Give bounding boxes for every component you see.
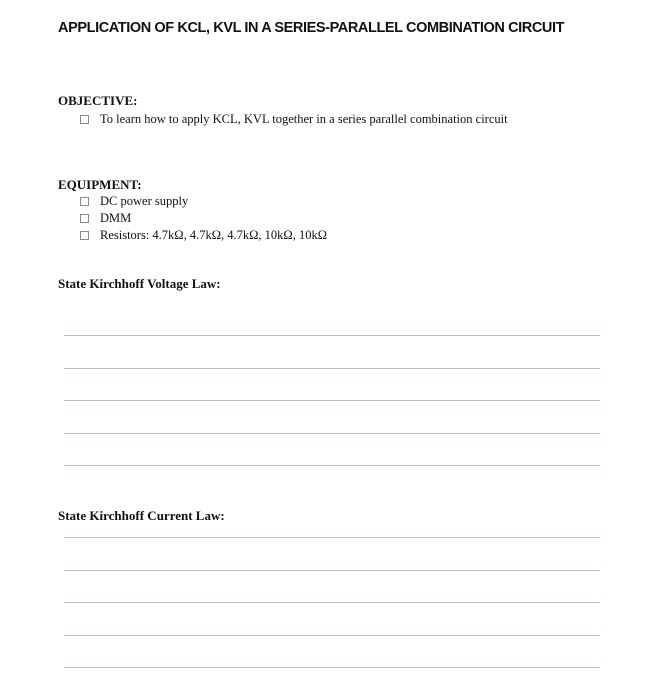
- objective-item: [80, 111, 508, 128]
- equipment-item-text: Resistors: 4.7kΩ, 4.7kΩ, 4.7kΩ, 10kΩ, 10kΩ: [100, 228, 328, 242]
- answer-line[interactable]: [64, 667, 600, 668]
- checkbox-bullet-icon: [80, 214, 89, 223]
- equipment-item: [80, 193, 327, 210]
- kcl-heading: State Kirchhoff Current Law:: [58, 508, 225, 523]
- answer-line[interactable]: [64, 433, 600, 434]
- answer-line[interactable]: [64, 465, 600, 466]
- equipment-item-text: DMM: [100, 211, 132, 225]
- objective-list: [80, 111, 508, 128]
- equipment-item: [80, 210, 327, 227]
- checkbox-bullet-icon: [80, 115, 89, 124]
- answer-line[interactable]: [64, 400, 600, 401]
- document-title: APPLICATION OF KCL, KVL IN A SERIES-PARALLEL COMBINATION CIRCUIT: [58, 20, 565, 36]
- kvl-heading: State Kirchhoff Voltage Law:: [58, 276, 221, 291]
- kvl-answer-lines[interactable]: [64, 335, 600, 498]
- answer-line[interactable]: [64, 570, 600, 571]
- answer-line[interactable]: [64, 602, 600, 603]
- checkbox-bullet-icon: [80, 197, 89, 206]
- objective-heading: OBJECTIVE:: [58, 93, 138, 108]
- equipment-item-text: DC power supply: [100, 194, 189, 208]
- checkbox-bullet-icon: [80, 231, 89, 240]
- answer-line[interactable]: [64, 537, 600, 538]
- equipment-list: [80, 193, 327, 244]
- answer-line[interactable]: [64, 368, 600, 369]
- objective-item-text: To learn how to apply KCL, KVL together in a series parallel combination circuit: [100, 112, 508, 126]
- equipment-heading: EQUIPMENT:: [58, 177, 142, 192]
- kcl-answer-lines[interactable]: [64, 537, 600, 700]
- equipment-item: [80, 227, 327, 244]
- answer-line[interactable]: [64, 635, 600, 636]
- answer-line[interactable]: [64, 335, 600, 336]
